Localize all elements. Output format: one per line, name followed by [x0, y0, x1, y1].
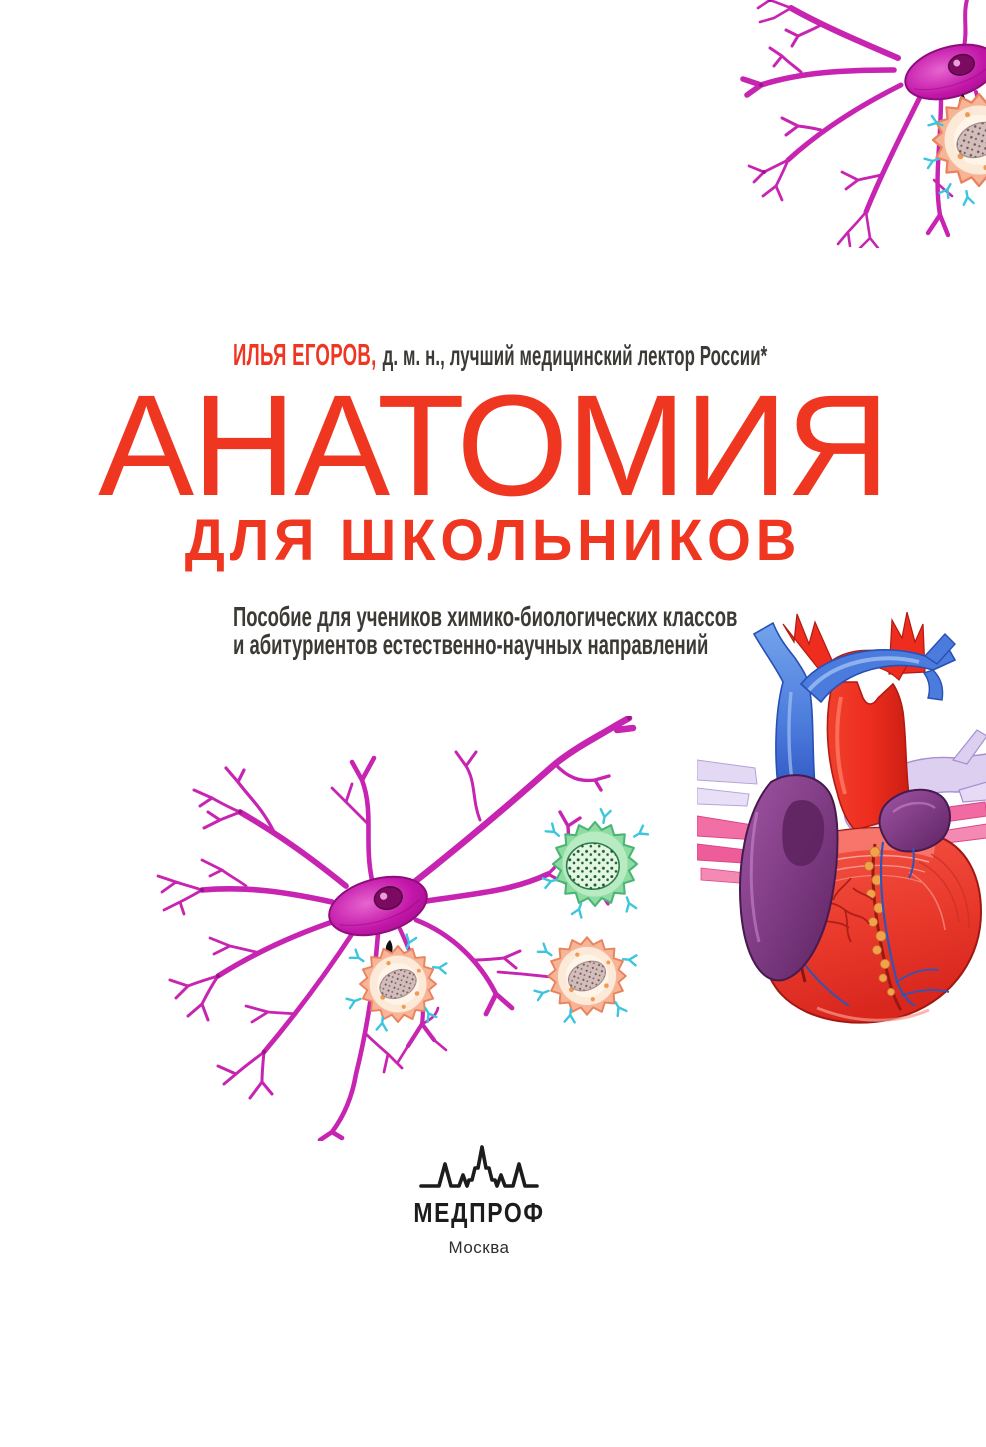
immune-cell-salmon-right — [535, 937, 637, 1022]
immune-cell-pink — [925, 94, 986, 205]
heart-svg — [697, 612, 986, 1027]
publisher-block — [369, 1142, 589, 1258]
illustration-neuron-top-right — [736, 0, 986, 248]
book-description — [233, 603, 737, 659]
immune-cell-green — [543, 809, 648, 917]
book-subtitle: ДЛЯ ШКОЛЬНИКОВ — [184, 508, 802, 573]
pulmonary-artery-left — [697, 760, 757, 806]
author-credentials: д. м. н., лучший медицинский лектор России* — [382, 340, 768, 371]
publisher-city: Москва — [448, 1238, 510, 1257]
book-title: АНАТОМИЯ — [98, 365, 888, 526]
description-line-1: Пособие для учеников химико-биологических классов — [233, 601, 738, 632]
description-line-2: и абитуриентов естественно-научных направлений — [233, 629, 709, 660]
publisher-name: МЕДПРОФ — [413, 1197, 545, 1228]
illustration-neuron-bottom-left — [100, 716, 660, 1141]
illustration-heart — [697, 612, 986, 1027]
neuron-bottom-svg — [100, 716, 660, 1141]
ecg-kremlin-icon — [419, 1142, 539, 1190]
neuron-top-right-svg — [736, 0, 986, 248]
immune-cell-salmon-left — [347, 935, 447, 1031]
author-name: ИЛЬЯ ЕГОРОВ, — [233, 337, 377, 372]
